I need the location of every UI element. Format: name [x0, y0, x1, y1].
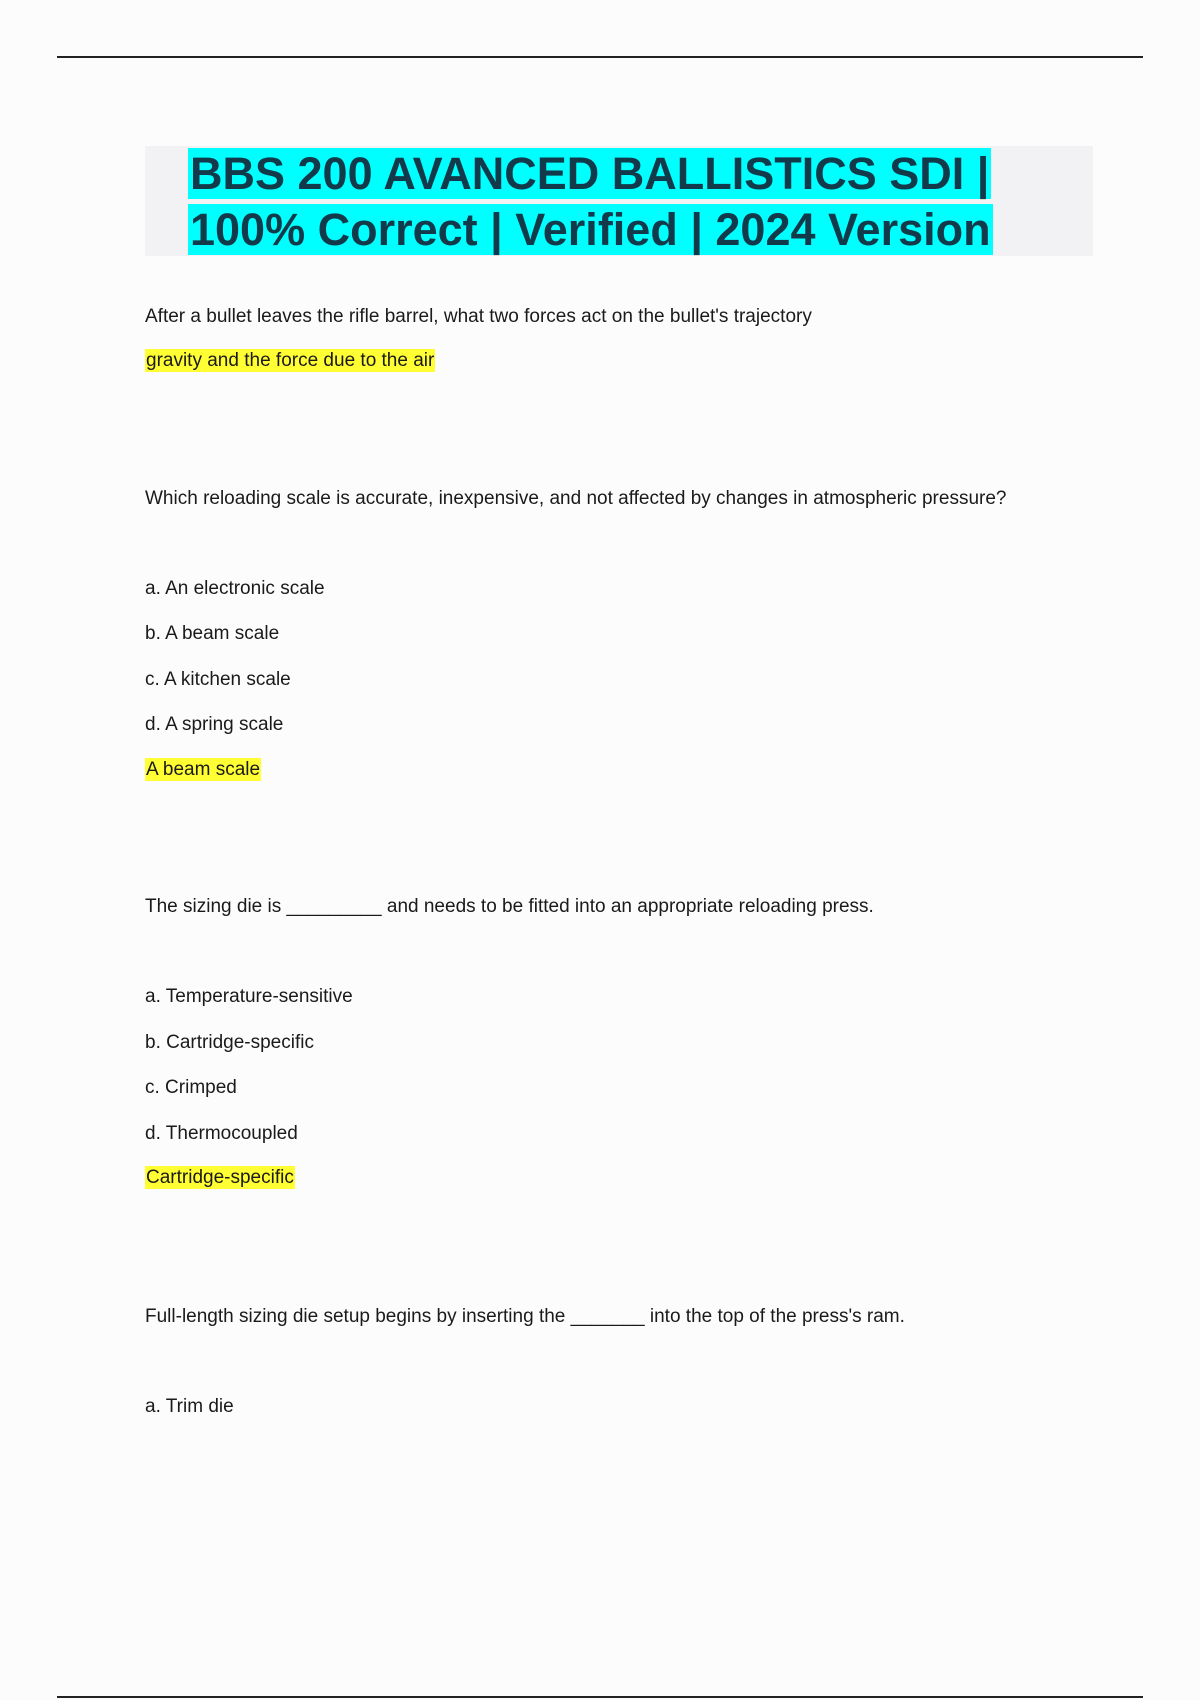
question-3-option-b: b. Cartridge-specific	[145, 1032, 314, 1053]
title-line-2: 100% Correct | Verified | 2024 Version	[190, 204, 991, 255]
bottom-rule	[57, 1696, 1143, 1698]
question-3-option-a: a. Temperature-sensitive	[145, 986, 353, 1007]
question-3-answer	[145, 1165, 295, 1191]
question-2-text: Which reloading scale is accurate, inexpensive, and not affected by changes in atmospheric pressure?	[145, 488, 1007, 509]
question-2-option-d: d. A spring scale	[145, 714, 284, 735]
title-line-1: BBS 200 AVANCED BALLISTICS SDI |	[190, 148, 990, 199]
answer-highlight: gravity and the force due to the air	[146, 350, 435, 371]
question-4-text: Full-length sizing die setup begins by inserting the _______ into the top of the press's ram.	[145, 1306, 905, 1327]
question-2-option-b: b. A beam scale	[145, 623, 280, 644]
question-2-option-c: c. A kitchen scale	[145, 669, 291, 690]
question-3-option-d: d. Thermocoupled	[145, 1123, 298, 1144]
top-rule	[57, 56, 1143, 58]
question-2-option-a: a. An electronic scale	[145, 578, 325, 599]
question-2-answer	[145, 757, 261, 783]
question-3-text: The sizing die is _________ and needs to be fitted into an appropriate reloading press.	[145, 896, 874, 917]
question-1-text: After a bullet leaves the rifle barrel, what two forces act on the bullet's trajectory	[145, 306, 812, 327]
question-1-answer	[145, 348, 435, 374]
answer-highlight: A beam scale	[146, 759, 261, 780]
question-3-option-c: c. Crimped	[145, 1077, 237, 1098]
document-title	[188, 146, 1048, 258]
answer-highlight: Cartridge-specific	[146, 1167, 294, 1188]
question-4-option-a: a. Trim die	[145, 1396, 234, 1417]
